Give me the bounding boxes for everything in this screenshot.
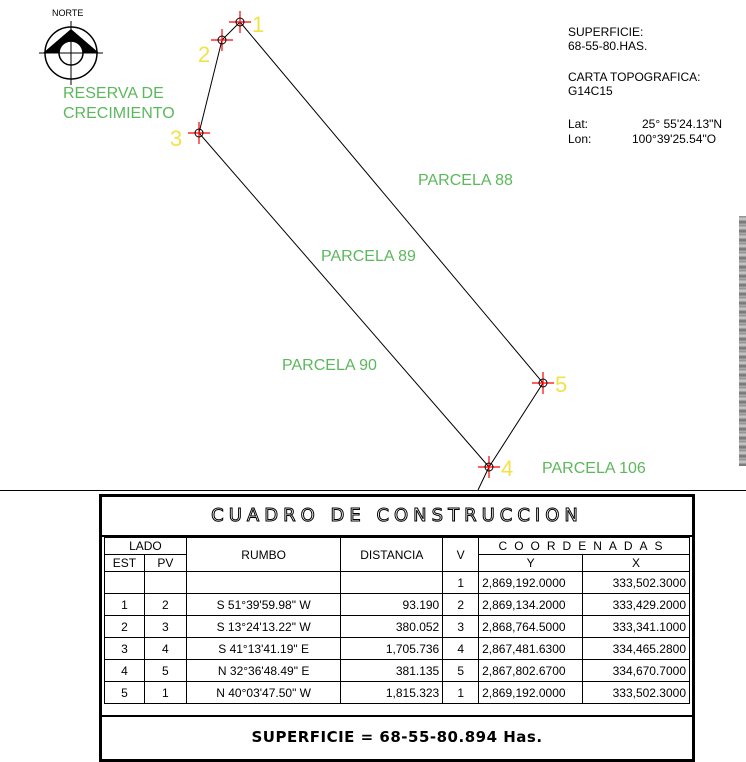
header-pv: PV bbox=[144, 555, 186, 572]
cell-rumbo: N 40°03'47.50" W bbox=[186, 682, 341, 704]
north-arrow-icon bbox=[39, 21, 103, 85]
cell-v: 1 bbox=[443, 682, 479, 704]
cell-y: 2,869,134.2000 bbox=[479, 594, 583, 616]
area-label-parcela-88: PARCELA 88 bbox=[418, 172, 513, 189]
cell-pv: 5 bbox=[144, 660, 186, 682]
header-v: V bbox=[443, 538, 479, 572]
cell-v: 4 bbox=[443, 638, 479, 660]
table-row bbox=[105, 572, 690, 594]
header-x: X bbox=[583, 555, 690, 572]
cell-est: 4 bbox=[105, 660, 145, 682]
cell-rumbo: N 32°36'48.49" E bbox=[186, 660, 341, 682]
cell-rumbo: S 51°39'59.98" W bbox=[186, 594, 341, 616]
table-row bbox=[105, 682, 690, 704]
header-lado: LADO bbox=[105, 538, 187, 555]
header-est: EST bbox=[105, 555, 145, 572]
cell-x: 333,502.3000 bbox=[583, 682, 690, 704]
superficie-label: SUPERFICIE: bbox=[568, 25, 644, 39]
cell-rumbo: S 41°13'41.19" E bbox=[186, 638, 341, 660]
cell-est: 5 bbox=[105, 682, 145, 704]
aerial-photo-edge bbox=[739, 216, 746, 466]
table-row bbox=[105, 660, 690, 682]
cell-y: 2,869,192.0000 bbox=[479, 682, 583, 704]
cell-pv: 1 bbox=[144, 682, 186, 704]
construction-table bbox=[99, 494, 695, 762]
cell-distancia: 381.135 bbox=[341, 660, 443, 682]
vertex-label-1: 1 bbox=[252, 12, 265, 37]
vertex-label-2: 2 bbox=[198, 42, 211, 67]
vertex-marker-5 bbox=[532, 372, 554, 394]
table-row bbox=[105, 616, 690, 638]
table-row bbox=[105, 594, 690, 616]
cell-v: 1 bbox=[443, 572, 479, 594]
cell-distancia: 380.052 bbox=[341, 616, 443, 638]
table-row bbox=[105, 638, 690, 660]
area-label-parcela-106: PARCELA 106 bbox=[542, 460, 646, 477]
superficie-total: SUPERFICIE = 68-55-80.894 Has. bbox=[102, 715, 692, 757]
north-label: NORTE bbox=[52, 8, 84, 18]
cell-est bbox=[105, 572, 145, 594]
cell-x: 333,341.1000 bbox=[583, 616, 690, 638]
vertex-label-4: 4 bbox=[501, 456, 514, 481]
cell-distancia: 1,705.736 bbox=[341, 638, 443, 660]
header-distancia: DISTANCIA bbox=[341, 538, 443, 572]
lon-label: Lon: bbox=[568, 132, 592, 146]
cell-pv: 3 bbox=[144, 616, 186, 638]
cell-rumbo: S 13°24'13.22" W bbox=[186, 616, 341, 638]
cell-y: 2,868,764.5000 bbox=[479, 616, 583, 638]
carta-value: G14C15 bbox=[568, 84, 613, 98]
lat-value: 25° 55'24.13"N bbox=[642, 117, 723, 131]
table-title: CUADRO DE CONSTRUCCION bbox=[102, 497, 692, 537]
cell-distancia: 93.190 bbox=[341, 594, 443, 616]
carta-label: CARTA TOPOGRAFICA: bbox=[568, 70, 701, 84]
cell-v: 2 bbox=[443, 594, 479, 616]
cell-y: 2,867,802.6700 bbox=[479, 660, 583, 682]
superficie-value: 68-55-80.HAS. bbox=[568, 39, 648, 53]
header-coordenadas: COORDENADAS bbox=[479, 538, 690, 555]
area-label-reserva: RESERVA DE CRECIMIENTO bbox=[63, 85, 175, 122]
construction-grid bbox=[104, 537, 690, 704]
cell-y: 2,869,192.0000 bbox=[479, 572, 583, 594]
cell-distancia bbox=[341, 572, 443, 594]
parcel-boundary bbox=[199, 22, 543, 467]
cell-y: 2,867,481.6300 bbox=[479, 638, 583, 660]
area-label-parcela-89: PARCELA 89 bbox=[321, 248, 416, 265]
area-label-parcela-90: PARCELA 90 bbox=[282, 357, 377, 374]
cell-x: 333,429.2000 bbox=[583, 594, 690, 616]
cell-pv bbox=[144, 572, 186, 594]
cell-v: 3 bbox=[443, 616, 479, 638]
cell-x: 333,502.3000 bbox=[583, 572, 690, 594]
header-rumbo: RUMBO bbox=[186, 538, 341, 572]
cell-pv: 2 bbox=[144, 594, 186, 616]
cell-pv: 4 bbox=[144, 638, 186, 660]
vertex-marker-3 bbox=[188, 122, 210, 144]
cell-x: 334,670.7000 bbox=[583, 660, 690, 682]
cell-est: 1 bbox=[105, 594, 145, 616]
cell-x: 334,465.2800 bbox=[583, 638, 690, 660]
vertex-marker-4 bbox=[478, 456, 500, 478]
cell-est: 3 bbox=[105, 638, 145, 660]
header-y: Y bbox=[479, 555, 583, 572]
vertex-label-3: 3 bbox=[170, 126, 183, 151]
sheet-divider bbox=[0, 490, 746, 491]
cell-est: 2 bbox=[105, 616, 145, 638]
vertex-label-5: 5 bbox=[555, 372, 568, 397]
lat-label: Lat: bbox=[568, 117, 589, 131]
cell-distancia: 1,815.323 bbox=[341, 682, 443, 704]
cell-rumbo bbox=[186, 572, 341, 594]
lon-value: 100°39'25.54"O bbox=[632, 132, 717, 146]
cell-v: 5 bbox=[443, 660, 479, 682]
